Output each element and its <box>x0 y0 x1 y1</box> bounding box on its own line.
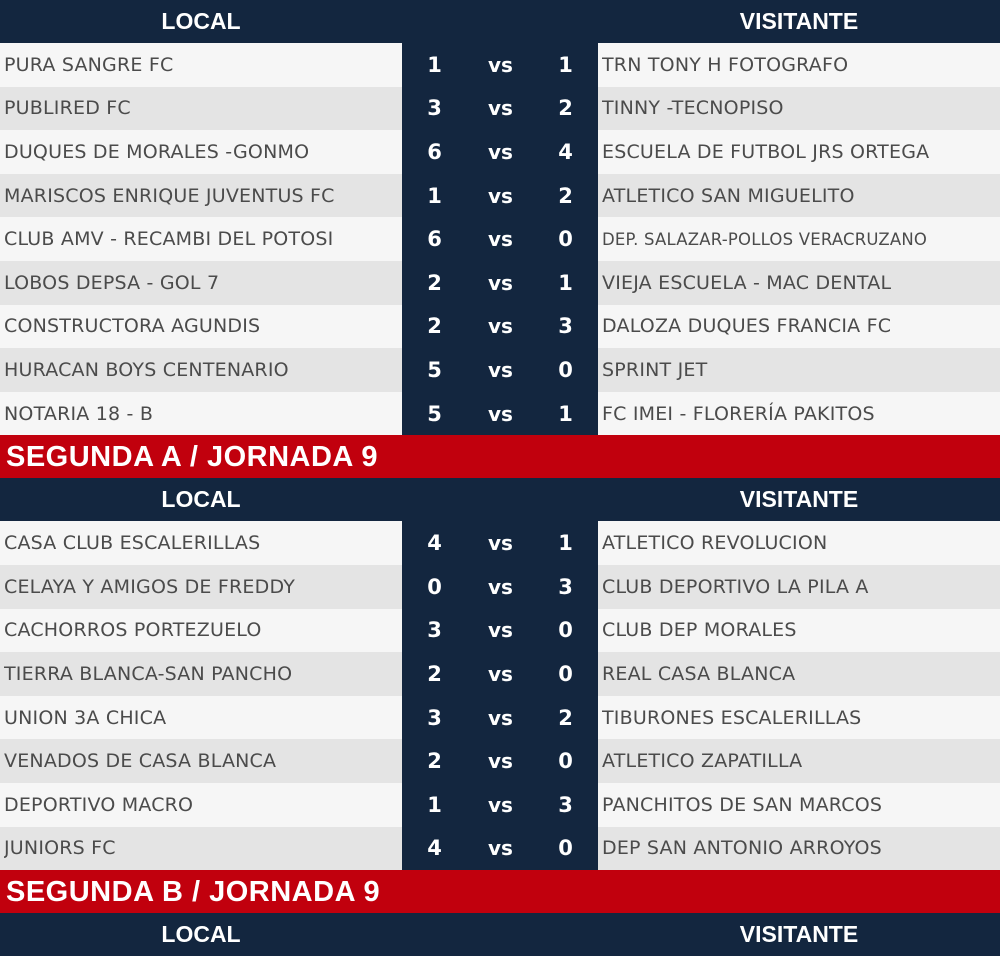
home-score: 3 <box>427 705 442 730</box>
vs-label: vs <box>488 618 513 643</box>
home-score: 4 <box>427 531 442 556</box>
vs-label: vs <box>488 357 513 382</box>
home-score: 4 <box>427 836 442 861</box>
away-score: 4 <box>558 139 573 164</box>
away-score: 0 <box>558 227 573 252</box>
home-team: JUNIORS FC <box>4 837 116 860</box>
vs-label: vs <box>488 705 513 730</box>
away-score: 0 <box>558 661 573 686</box>
vs-label: vs <box>488 183 513 208</box>
away-team: TRN TONY H FOTOGRAFO <box>602 53 849 76</box>
home-score: 1 <box>427 792 442 817</box>
match-row <box>0 348 1000 392</box>
away-score: 2 <box>558 705 573 730</box>
home-team: TIERRA BLANCA-SAN PANCHO <box>4 662 293 685</box>
vs-label: vs <box>488 531 513 556</box>
match-row <box>0 609 1000 653</box>
home-score: 2 <box>427 661 442 686</box>
home-team: UNION 3A CHICA <box>4 706 167 729</box>
home-score: 3 <box>427 618 442 643</box>
match-row <box>0 305 1000 349</box>
vs-label: vs <box>488 270 513 295</box>
away-score: 0 <box>558 618 573 643</box>
away-team: DEP. SALAZAR-POLLOS VERACRUZANO <box>602 229 928 249</box>
table-header <box>0 0 1000 43</box>
match-row <box>0 565 1000 609</box>
away-team: FC IMEI - FLORERÍA PAKITOS <box>602 402 875 425</box>
home-team: CASA CLUB ESCALERILLAS <box>4 532 261 555</box>
vs-label: vs <box>488 836 513 861</box>
away-team: VIEJA ESCUELA - MAC DENTAL <box>602 271 892 294</box>
home-team: LOBOS DEPSA - GOL 7 <box>4 271 220 294</box>
home-team: PURA SANGRE FC <box>4 53 174 76</box>
away-team: TIBURONES ESCALERILLAS <box>602 706 862 729</box>
match-row <box>0 696 1000 740</box>
match-row <box>0 217 1000 261</box>
away-score: 3 <box>558 314 573 339</box>
visitante-header: VISITANTE <box>739 921 859 948</box>
match-row <box>0 521 1000 565</box>
vs-label: vs <box>488 227 513 252</box>
away-score: 1 <box>558 401 573 426</box>
home-team: CELAYA Y AMIGOS DE FREDDY <box>4 575 296 598</box>
vs-label: vs <box>488 792 513 817</box>
away-team: ESCUELA DE FUTBOL JRS ORTEGA <box>602 140 930 163</box>
away-score: 3 <box>558 792 573 817</box>
away-score: 0 <box>558 836 573 861</box>
home-team: NOTARIA 18 - B <box>4 402 154 425</box>
home-score: 2 <box>427 270 442 295</box>
home-score: 1 <box>427 52 442 77</box>
vs-label: vs <box>488 574 513 599</box>
away-score: 0 <box>558 749 573 774</box>
away-team: DEP SAN ANTONIO ARROYOS <box>602 837 882 860</box>
local-header: LOCAL <box>161 8 241 34</box>
away-score: 0 <box>558 357 573 382</box>
away-team: DALOZA DUQUES FRANCIA FC <box>602 315 892 338</box>
home-team: CONSTRUCTORA AGUNDIS <box>4 315 261 338</box>
match-row <box>0 783 1000 827</box>
section-title: SEGUNDA A / JORNADA 9 <box>0 435 1000 478</box>
match-row <box>0 43 1000 87</box>
vs-label: vs <box>488 139 513 164</box>
away-team: PANCHITOS DE SAN MARCOS <box>602 793 883 816</box>
away-team: TINNY -TECNOPISO <box>602 97 784 120</box>
home-score: 2 <box>427 314 442 339</box>
visitante-header: VISITANTE <box>739 486 859 513</box>
vs-label: vs <box>488 401 513 426</box>
table-header <box>0 913 1000 956</box>
home-score: 0 <box>427 574 442 599</box>
match-row <box>0 827 1000 871</box>
home-score: 1 <box>427 183 442 208</box>
home-team: CLUB AMV - RECAMBI DEL POTOSI <box>4 228 334 251</box>
home-score: 2 <box>427 749 442 774</box>
match-list <box>0 521 1000 870</box>
home-team: PUBLIRED FC <box>4 97 131 120</box>
section-title: SEGUNDA B / JORNADA 9 <box>0 870 1000 913</box>
visitante-header: VISITANTE <box>739 8 859 34</box>
home-team: DEPORTIVO MACRO <box>4 793 194 816</box>
match-row <box>0 130 1000 174</box>
local-header: LOCAL <box>161 921 241 948</box>
home-team: HURACAN BOYS CENTENARIO <box>4 358 289 381</box>
match-row <box>0 652 1000 696</box>
home-score: 5 <box>427 401 442 426</box>
away-team: CLUB DEP MORALES <box>602 619 797 642</box>
away-score: 1 <box>558 52 573 77</box>
away-score: 1 <box>558 270 573 295</box>
away-score: 1 <box>558 531 573 556</box>
match-row <box>0 739 1000 783</box>
away-team: ATLETICO ZAPATILLA <box>602 750 803 773</box>
home-team: VENADOS DE CASA BLANCA <box>4 750 277 773</box>
home-score: 6 <box>427 139 442 164</box>
vs-label: vs <box>488 96 513 121</box>
away-score: 3 <box>558 574 573 599</box>
home-score: 6 <box>427 227 442 252</box>
away-team: ATLETICO SAN MIGUELITO <box>602 184 855 207</box>
local-header: LOCAL <box>161 486 241 513</box>
vs-label: vs <box>488 314 513 339</box>
vs-label: vs <box>488 52 513 77</box>
table-header <box>0 478 1000 521</box>
away-score: 2 <box>558 183 573 208</box>
match-row <box>0 174 1000 218</box>
match-row <box>0 261 1000 305</box>
vs-label: vs <box>488 661 513 686</box>
away-team: CLUB DEPORTIVO LA PILA A <box>602 575 869 598</box>
home-score: 5 <box>427 357 442 382</box>
match-row <box>0 87 1000 131</box>
match-row <box>0 392 1000 436</box>
away-team: ATLETICO REVOLUCION <box>602 532 828 555</box>
away-team: SPRINT JET <box>602 358 708 381</box>
home-team: DUQUES DE MORALES -GONMO <box>4 140 310 163</box>
match-list <box>0 43 1000 435</box>
home-team: MARISCOS ENRIQUE JUVENTUS FC <box>4 184 335 207</box>
away-score: 2 <box>558 96 573 121</box>
home-team: CACHORROS PORTEZUELO <box>4 619 262 642</box>
away-team: REAL CASA BLANCA <box>602 662 796 685</box>
vs-label: vs <box>488 749 513 774</box>
home-score: 3 <box>427 96 442 121</box>
